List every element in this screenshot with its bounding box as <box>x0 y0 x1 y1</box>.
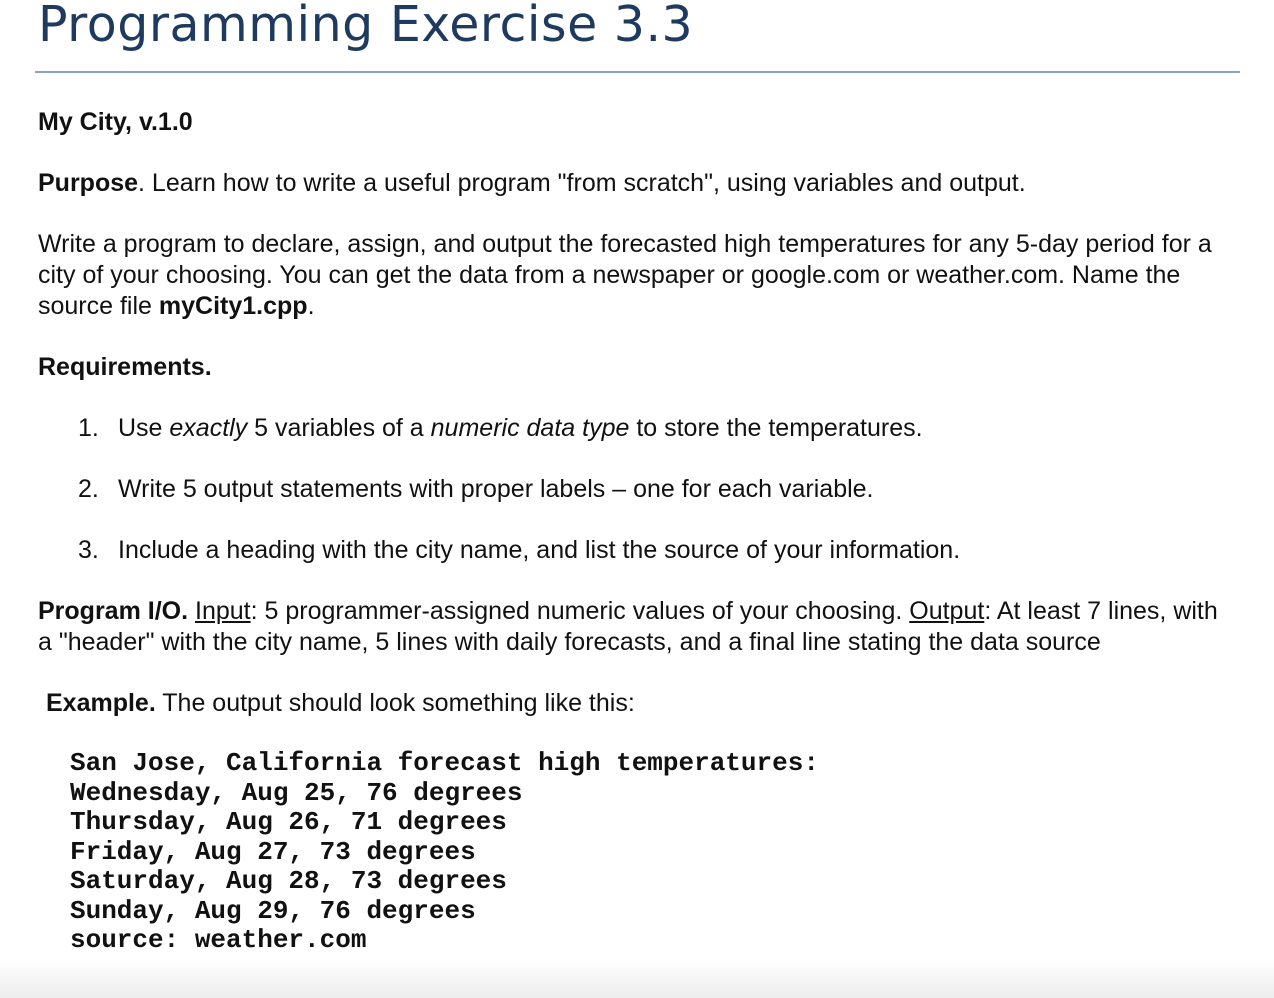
requirement-number: 1. <box>78 414 99 442</box>
example-text: The output should look something like this: <box>155 689 635 717</box>
requirement-number: 3. <box>78 536 99 564</box>
example-output-line: source: weather.com <box>70 925 367 955</box>
example-output-line: Wednesday, Aug 25, 76 degrees <box>70 777 523 808</box>
purpose-label: Purpose <box>38 169 139 197</box>
description-paragraph <box>38 229 1238 322</box>
description-text: Write a program to declare, assign, and output the forecasted high temperatures for any 5-day period for a city of your choosing. You can get the data from a newspaper or google.com or weather.com. Name the source file <box>38 230 1212 320</box>
requirement-text: Use <box>118 414 170 442</box>
page-title: Programming Exercise 3.3 <box>38 0 694 53</box>
output-text: : At least 7 lines, with a "header" with the city name, 5 lines with daily forecasts, and a final line stating the data source <box>38 597 1218 656</box>
output-label: Output <box>909 597 985 625</box>
program-io-paragraph <box>38 596 1238 658</box>
example-output-line: Saturday, Aug 28, 73 degrees <box>70 866 507 896</box>
example-output-line: Sunday, Aug 29, 76 degrees <box>70 895 476 926</box>
requirement-item-1 <box>38 413 1238 444</box>
requirement-item-2 <box>38 474 1238 505</box>
source-filename: myCity1.cpp <box>158 292 308 320</box>
requirements-list <box>38 413 1238 566</box>
emphasis-numeric-data-type: numeric data type <box>430 414 630 442</box>
requirement-text: to store the temperatures. <box>629 414 923 442</box>
input-text: : 5 programmer-assigned numeric values of your choosing. <box>250 597 910 625</box>
purpose-text: . Learn how to write a useful program "from scratch", using variables and output. <box>138 169 1026 197</box>
example-output-line: San Jose, California forecast high temperatures: <box>70 748 819 778</box>
description-end: . <box>307 292 315 320</box>
requirements-heading: Requirements. <box>38 353 212 381</box>
requirement-text: Write 5 output statements with proper labels – one for each variable. <box>118 475 874 503</box>
exercise-subtitle: My City, v.1.0 <box>38 108 193 136</box>
requirement-text: Include a heading with the city name, and list the source of your information. <box>118 536 961 564</box>
example-paragraph <box>38 688 1238 719</box>
document-body <box>38 107 1238 956</box>
page-bottom-shadow <box>0 958 1274 998</box>
purpose-paragraph <box>38 168 1238 199</box>
emphasis-exactly: exactly <box>169 414 248 442</box>
example-output-line: Friday, Aug 27, 73 degrees <box>70 836 476 867</box>
requirement-number: 2. <box>78 475 99 503</box>
requirement-item-3 <box>38 535 1238 566</box>
input-label: Input <box>195 597 251 625</box>
program-io-label: Program I/O. <box>38 597 189 625</box>
title-divider <box>35 71 1240 73</box>
example-label: Example. <box>46 689 156 717</box>
example-output-block <box>70 749 1238 956</box>
requirement-text: 5 variables of a <box>247 414 431 442</box>
example-output-line: Thursday, Aug 26, 71 degrees <box>70 807 507 837</box>
